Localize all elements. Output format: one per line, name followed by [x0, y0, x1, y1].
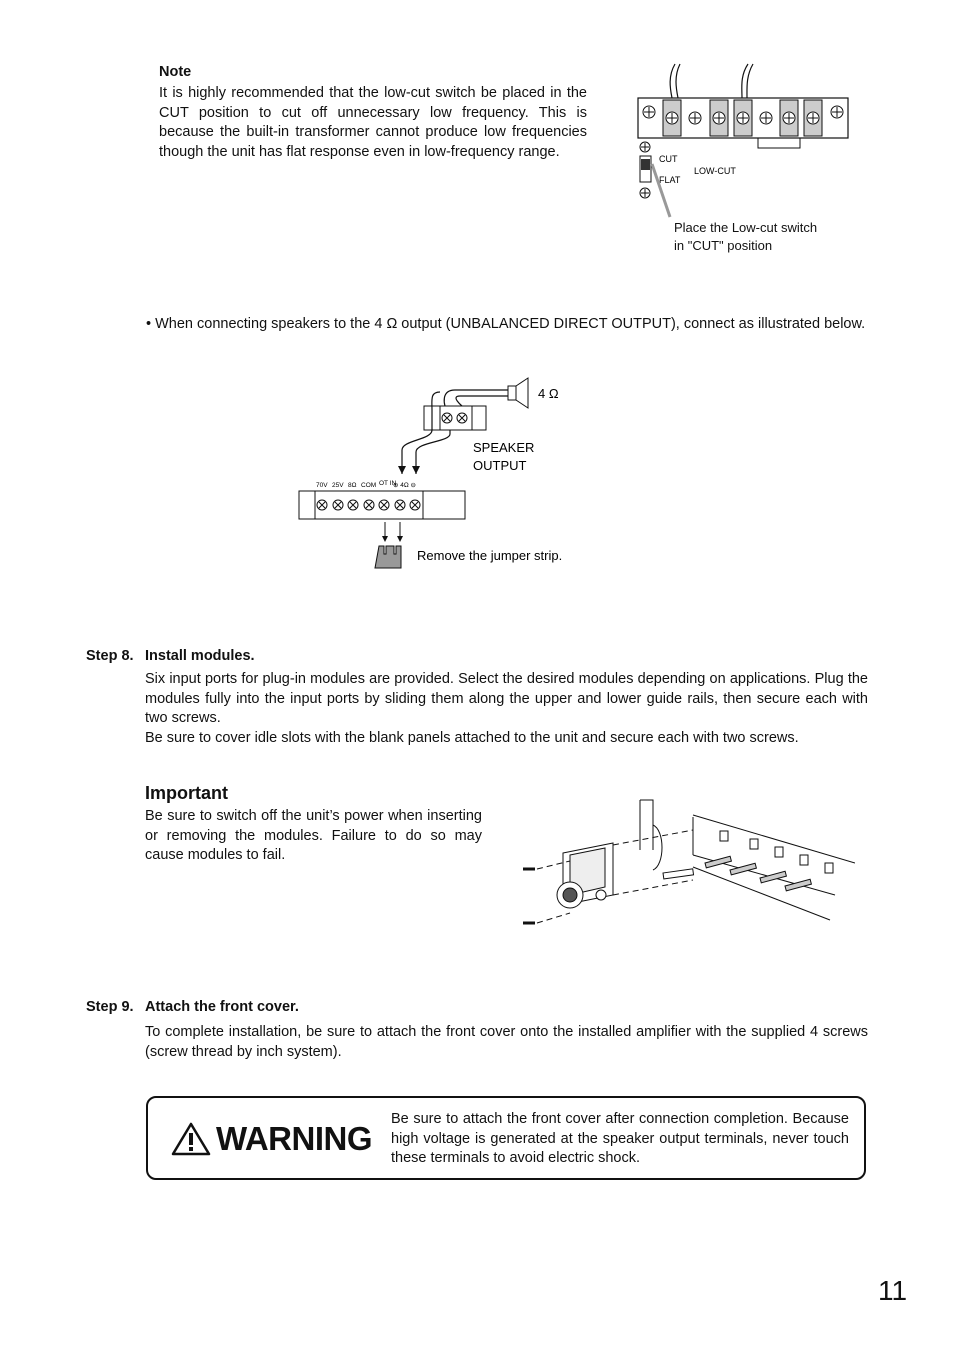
bullet-text: • When connecting speakers to the 4 Ω output (UNBALANCED DIRECT OUTPUT), connect as illustrated below. — [146, 316, 866, 332]
step9-para: To complete installation, be sure to attach the front cover onto the installed amplifier with the supplied 4 screws (screw thread by inch system). — [145, 1024, 868, 1060]
impedance-label: 4 Ω — [538, 386, 559, 401]
warning-text: Be sure to attach the front cover after connection completion. Because high voltage is generated at the speaker output terminals, never touch these terminals to avoid electric shock. — [391, 1111, 849, 1166]
warning-box — [146, 1096, 866, 1180]
flat-label: FLAT — [659, 175, 681, 185]
lowcut-caption — [674, 219, 817, 255]
step8-label: Step 8. — [86, 648, 134, 664]
speaker-output-line1: SPEAKER — [473, 440, 535, 455]
step8-para1: Six input ports for plug-in modules are provided. Select the desired modules depending on applications. Plug the modules fully into the input ports by sliding them along the upper and lower guide rails, then secure each with two screws. — [145, 671, 868, 726]
important-text: Be sure to switch off the unit’s power when inserting or removing the modules. Failure to do so may cause modules to fail. — [145, 808, 482, 863]
lowcut-label: LOW-CUT — [694, 166, 736, 176]
step8-title: Install modules. — [145, 648, 255, 664]
lowcut-caption-line2: in "CUT" position — [674, 238, 773, 253]
terminal-screws — [643, 100, 843, 136]
step9-title: Attach the front cover. — [145, 999, 299, 1015]
speaker-connection-figure — [290, 370, 590, 570]
speaker-output-line2: OUTPUT — [473, 458, 527, 473]
terminal-label-70v: 70V — [316, 482, 328, 489]
step9-label: Step 9. — [86, 999, 134, 1015]
terminal-label-4ohm: ⊕ 4Ω ⊖ — [393, 482, 416, 489]
terminal-label-com: COM — [361, 482, 377, 489]
terminal-label-8ohm: 8Ω — [348, 482, 357, 489]
note-title: Note — [159, 64, 192, 80]
warning-title: WARNING — [216, 1120, 372, 1157]
lowcut-caption-line1: Place the Low-cut switch — [674, 220, 818, 235]
page-number: 11 — [878, 1275, 908, 1306]
module-install-figure — [515, 795, 855, 940]
step8-para2: Be sure to cover idle slots with the blank panels attached to the unit and secure each with two screws. — [145, 730, 799, 746]
jumper-caption: Remove the jumper strip. — [417, 548, 563, 563]
important-title: Important — [145, 783, 228, 803]
warning-triangle-icon — [170, 1121, 212, 1157]
warning-heading — [170, 1120, 372, 1158]
cut-label: CUT — [659, 154, 678, 164]
terminal-label-otin: OT IN — [379, 480, 397, 487]
note-text: It is highly recommended that the low-cut switch be placed in the CUT position to cut off unnecessary low frequency. This is because the built-in transformer cannot produce low frequencies though the unit has flat response even in low-frequency range. — [159, 85, 587, 160]
terminal-label-25v: 25V — [332, 482, 344, 489]
